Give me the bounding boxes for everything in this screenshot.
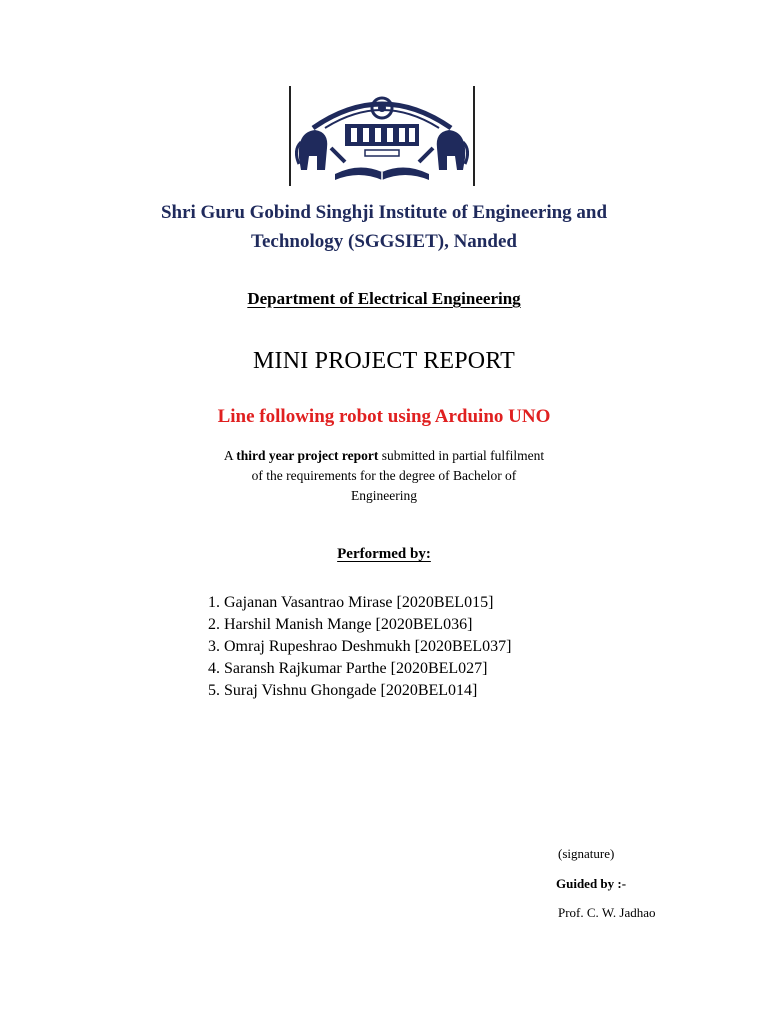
guide-name: Prof. C. W. Jadhao [558,905,656,920]
signature-placeholder: (signature) [558,846,615,861]
member-item: 3. Omraj Rupeshrao Deshmukh [2020BEL037] [208,638,512,655]
institute-name-line1: Shri Guru Gobind Singhji Institute of Engineering and [160,202,608,223]
institute-emblem-icon [295,88,469,184]
institute-name-line2: Technology (SGGSIET), Nanded [251,231,517,252]
description-line1 [194,446,574,466]
guided-by-label: Guided by :- [556,876,627,891]
logo-left-rule [289,86,291,186]
department-heading: Department of Electrical Engineering [247,289,521,308]
description-line1-rest: submitted in partial fulfilment [378,448,545,463]
report-description [194,446,574,506]
member-item: 4. Saransh Rajkumar Parthe [2020BEL027] [208,660,488,677]
description-line3: Engineering [351,488,417,503]
member-item: 2. Harshil Manish Mange [2020BEL036] [208,616,473,633]
description-line2: of the requirements for the degree of Bachelor of [251,468,517,483]
institute-logo [289,86,475,186]
description-bold: third year project report [236,448,379,463]
member-list [208,592,512,702]
project-title: Line following robot using Arduino UNO [217,406,551,427]
institute-name [100,198,668,256]
member-item: 1. Gajanan Vasantrao Mirase [2020BEL015] [208,594,494,611]
member-item: 5. Suraj Vishnu Ghongade [2020BEL014] [208,682,478,699]
logo-right-rule [473,86,475,186]
performed-by-heading: Performed by: [337,546,431,562]
report-title: MINI PROJECT REPORT [253,348,515,374]
description-prefix: A [223,448,237,463]
